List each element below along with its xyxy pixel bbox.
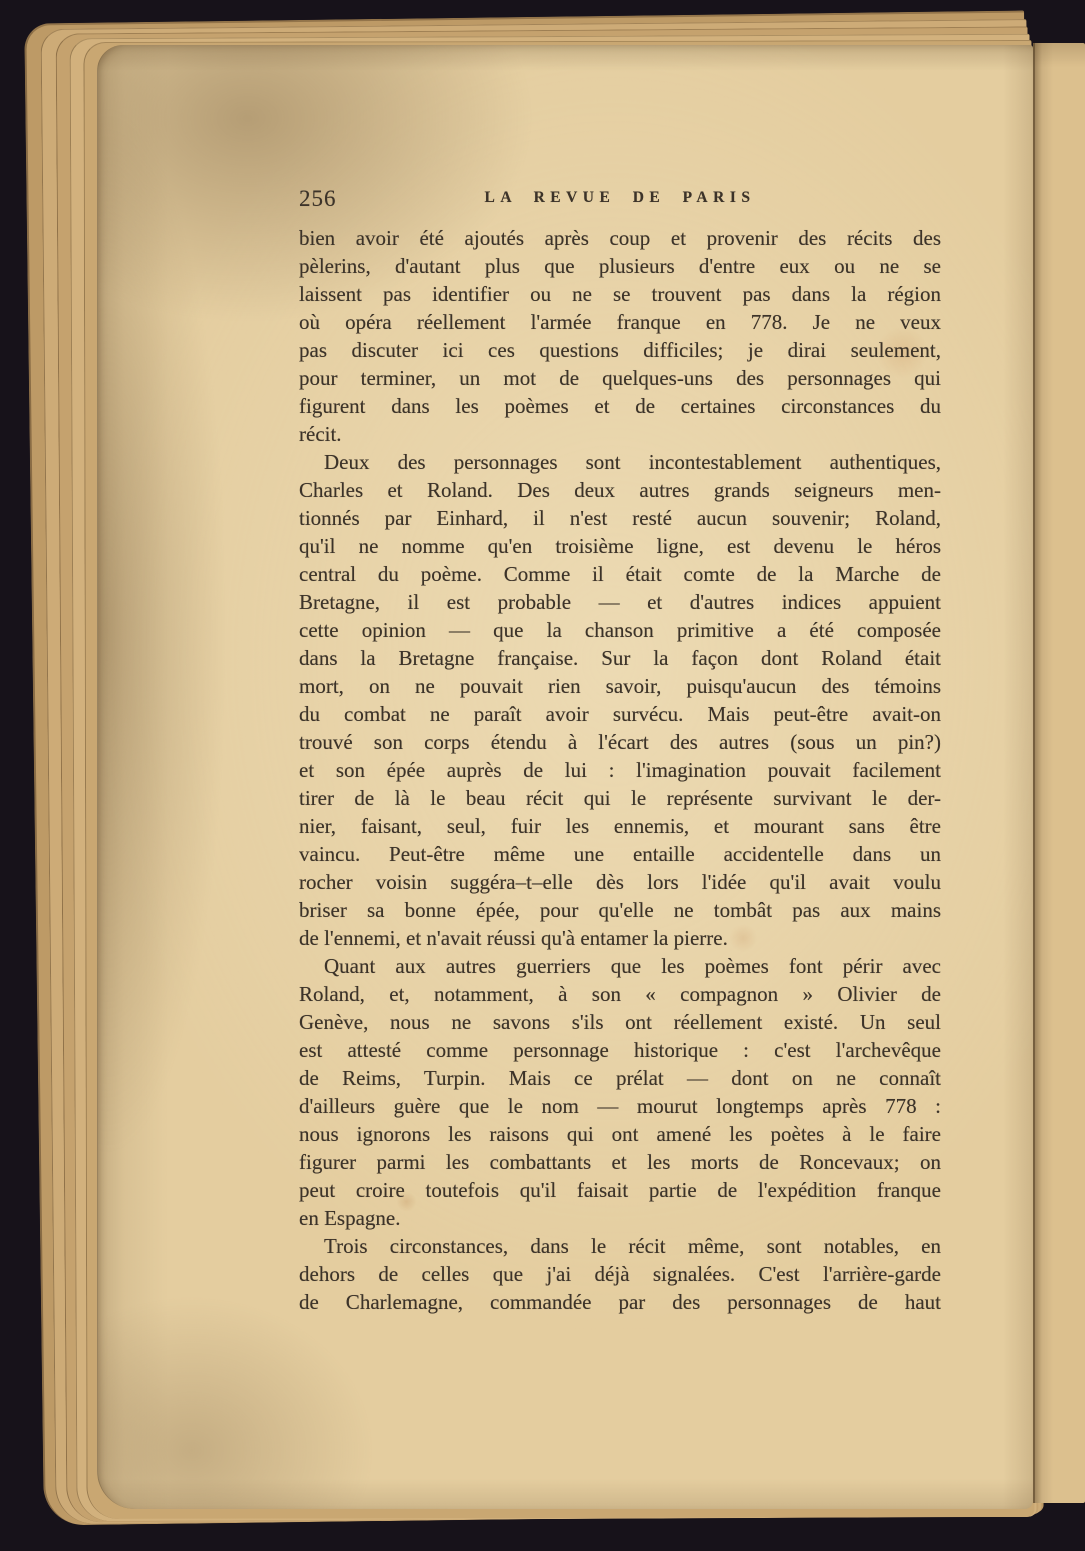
text-line: cette opinion — que la chanson primitive a été composée bbox=[299, 618, 941, 642]
page-number: 256 bbox=[299, 186, 337, 211]
text-line: Charles et Roland. Des deux autres grands seigneurs men- bbox=[299, 478, 941, 502]
text-line: nous ignorons les raisons qui ont amené les poètes à le faire bbox=[299, 1122, 941, 1146]
text-line: Genève, nous ne savons s'ils ont réellement existé. Un seul bbox=[299, 1010, 941, 1034]
journal-title: LA REVUE DE PARIS bbox=[484, 189, 756, 206]
text-line: peut croire toutefois qu'il faisait partie de l'expédition franque bbox=[299, 1178, 941, 1202]
text-line: et son épée auprès de lui : l'imagination pouvait facilement bbox=[299, 758, 941, 782]
text-line: tirer de là le beau récit qui le représente survivant le der- bbox=[299, 786, 941, 810]
text-line: de Reims, Turpin. Mais ce prélat — dont on ne connaît bbox=[299, 1066, 941, 1090]
text-line: de l'ennemi, et n'avait réussi qu'à entamer la pierre. bbox=[299, 926, 728, 950]
text-line: briser sa bonne épée, pour qu'elle ne tombât pas aux mains bbox=[299, 898, 941, 922]
text-line: dehors de celles que j'ai déjà signalées. C'est l'arrière-garde bbox=[299, 1262, 941, 1286]
adjacent-page-strip bbox=[1033, 43, 1085, 1503]
text-line: Deux des personnages sont incontestablement authentiques, bbox=[324, 450, 941, 474]
text-line: Trois circonstances, dans le récit même, sont notables, en bbox=[324, 1234, 941, 1258]
text-line: récit. bbox=[299, 422, 342, 446]
body-text bbox=[299, 224, 941, 1316]
text-line: Roland, et, notamment, à son « compagnon » Olivier de bbox=[299, 982, 941, 1006]
text-line: où opéra réellement l'armée franque en 778. Je ne veux bbox=[299, 310, 941, 334]
text-line: d'ailleurs guère que le nom — mourut longtemps après 778 : bbox=[299, 1094, 941, 1118]
text-line: est attesté comme personnage historique : c'est l'archevêque bbox=[299, 1038, 941, 1062]
text-line: bien avoir été ajoutés après coup et provenir des récits des bbox=[299, 226, 941, 250]
text-line: Quant aux autres guerriers que les poèmes font périr avec bbox=[324, 954, 941, 978]
text-line: figurent dans les poèmes et de certaines circonstances du bbox=[299, 394, 941, 418]
book-page bbox=[97, 45, 1033, 1509]
text-line: vaincu. Peut-être même une entaille accidentelle dans un bbox=[299, 842, 941, 866]
text-line: pour terminer, un mot de quelques-uns des personnages qui bbox=[299, 366, 941, 390]
text-line: dans la Bretagne française. Sur la façon dont Roland était bbox=[299, 646, 941, 670]
text-line: du combat ne paraît avoir survécu. Mais peut-être avait-on bbox=[299, 702, 941, 726]
text-line: Bretagne, il est probable — et d'autres indices appuient bbox=[299, 590, 941, 614]
text-line: trouvé son corps étendu à l'écart des autres (sous un pin?) bbox=[299, 730, 941, 754]
text-line: mort, on ne pouvait rien savoir, puisqu'aucun des témoins bbox=[299, 674, 941, 698]
text-line: figurer parmi les combattants et les morts de Roncevaux; on bbox=[299, 1150, 941, 1174]
text-line: laissent pas identifier ou ne se trouvent pas dans la région bbox=[299, 282, 941, 306]
text-line: qu'il ne nomme qu'en troisième ligne, est devenu le héros bbox=[299, 534, 941, 558]
text-block bbox=[299, 185, 941, 1316]
text-line: pèlerins, d'autant plus que plusieurs d'entre eux ou ne se bbox=[299, 254, 941, 278]
running-head bbox=[299, 185, 941, 212]
text-line: en Espagne. bbox=[299, 1206, 401, 1230]
text-line: nier, faisant, seul, fuir les ennemis, et mourant sans être bbox=[299, 814, 941, 838]
text-line: de Charlemagne, commandée par des personnages de haut bbox=[299, 1290, 941, 1314]
text-line: rocher voisin suggéra–t–elle dès lors l'idée qu'il avait voulu bbox=[299, 870, 941, 894]
text-line: central du poème. Comme il était comte de la Marche de bbox=[299, 562, 941, 586]
text-line: tionnés par Einhard, il n'est resté aucun souvenir; Roland, bbox=[299, 506, 941, 530]
text-line: pas discuter ici ces questions difficiles; je dirai seulement, bbox=[299, 338, 941, 362]
